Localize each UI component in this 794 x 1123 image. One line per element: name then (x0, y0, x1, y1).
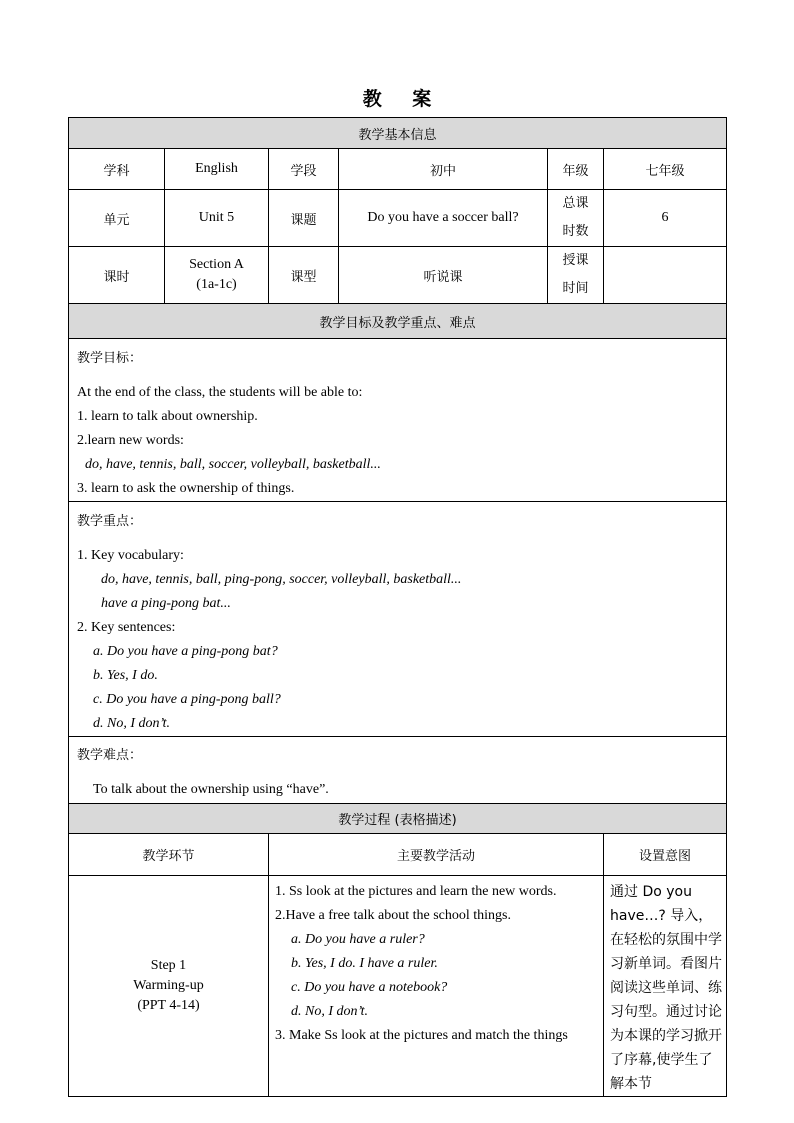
activity-item: b. Yes, I do. I have a ruler. (291, 956, 438, 971)
step-column-header: 教学环节 (69, 834, 269, 876)
activity-item: d. No, I don’t. (291, 1004, 368, 1019)
activity-column-header: 主要教学活动 (269, 834, 604, 876)
topic-value: Do you have a soccer ball? (339, 190, 548, 247)
type-label: 课型 (269, 247, 339, 304)
activity-item: 2.Have a free talk about the school things. (275, 908, 511, 923)
intent-column-header: 设置意图 (604, 834, 727, 876)
activity-cell (269, 876, 604, 1097)
key-sentence: c. Do you have a ping-pong ball? (93, 692, 281, 707)
teaching-time-label: 授课 时间 (548, 247, 604, 304)
activity-item: 3. Make Ss look at the pictures and match the things (275, 1028, 568, 1043)
key-sentence: a. Do you have a ping-pong bat? (93, 644, 278, 659)
key-sentences-label: 2. Key sentences: (77, 620, 176, 635)
topic-label: 课题 (269, 190, 339, 247)
period-value: Section A (1a-1c) (165, 247, 269, 304)
period-label: 课时 (69, 247, 165, 304)
page-title: 教 案 (362, 88, 444, 110)
activity-item: c. Do you have a notebook? (291, 980, 448, 995)
objectives-section (69, 339, 727, 502)
subject-value: English (165, 149, 269, 190)
difficult-text: To talk about the ownership using “have”. (93, 782, 329, 797)
type-value: 听说课 (339, 247, 548, 304)
intent-text: 通过 Do you have…? 导入，在轻松的氛围中学习新单词。看图片阅读这些单词、练习句型。通过讨论为本课的学习掀开了序幕,使学生了解本节 (610, 884, 722, 1092)
key-vocab-label: 1. Key vocabulary: (77, 548, 184, 563)
difficult-label: 教学难点： (77, 748, 143, 763)
objective-item: do, have, tennis, ball, soccer, volleyball, basketball... (85, 457, 381, 472)
process-header: 教学过程 (表格描述) (69, 804, 727, 834)
objective-item: 1. learn to talk about ownership. (77, 409, 258, 424)
objective-item: 2.learn new words: (77, 433, 184, 448)
key-points-label: 教学重点： (77, 514, 143, 529)
key-sentence: b. Yes, I do. (93, 668, 158, 683)
grade-label: 年级 (548, 149, 604, 190)
grade-value: 七年级 (604, 149, 727, 190)
step-cell: Step 1 Warming-up (PPT 4-14) (69, 876, 269, 1097)
activity-item: a. Do you have a ruler? (291, 932, 425, 947)
total-hours-label: 总课 时数 (548, 190, 604, 247)
key-points-section (69, 502, 727, 737)
key-vocab-line: do, have, tennis, ball, ping-pong, soccer, volleyball, basketball... (101, 572, 462, 587)
teaching-time-value (604, 247, 727, 304)
objectives-label: 教学目标： (77, 351, 143, 366)
difficult-section (69, 737, 727, 804)
key-sentence: d. No, I don’t. (93, 716, 170, 731)
stage-value: 初中 (339, 149, 548, 190)
unit-label: 单元 (69, 190, 165, 247)
basic-info-header: 教学基本信息 (69, 118, 727, 149)
activity-item: 1. Ss look at the pictures and learn the new words. (275, 884, 557, 899)
stage-label: 学段 (269, 149, 339, 190)
total-hours-value: 6 (604, 190, 727, 247)
objectives-intro: At the end of the class, the students will be able to: (77, 385, 363, 400)
unit-value: Unit 5 (165, 190, 269, 247)
subject-label: 学科 (69, 149, 165, 190)
key-vocab-line: have a ping-pong bat... (101, 596, 231, 611)
intent-cell (604, 876, 727, 1097)
goals-header: 教学目标及教学重点、难点 (69, 304, 727, 339)
lesson-plan-table (68, 117, 727, 1097)
objective-item: 3. learn to ask the ownership of things. (77, 481, 295, 496)
